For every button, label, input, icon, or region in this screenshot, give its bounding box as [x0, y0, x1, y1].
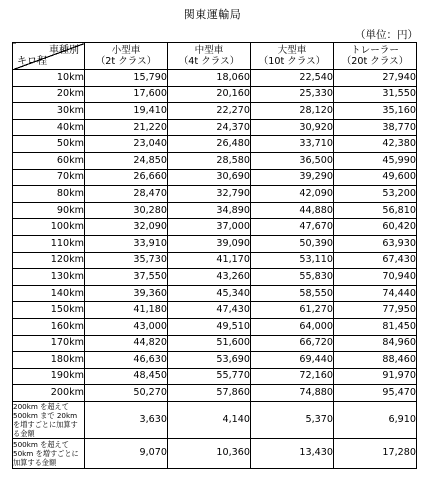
- fare-cell: 53,690: [168, 352, 251, 369]
- fare-cell: 48,450: [85, 368, 168, 385]
- fare-cell: 61,270: [251, 302, 334, 319]
- fare-cell: 47,430: [168, 302, 251, 319]
- surcharge-cell: 6,910: [334, 401, 417, 438]
- surcharge-label: 200km を超えて 500km まで 20km を増すごとに加算する金額: [13, 401, 85, 438]
- fare-cell: 31,550: [334, 86, 417, 103]
- distance-label: キロ程: [17, 56, 47, 67]
- surcharge-cell: 3,630: [85, 401, 168, 438]
- fare-cell: 30,920: [251, 119, 334, 136]
- table-row: [13, 352, 417, 369]
- fare-cell: 27,940: [334, 70, 417, 87]
- surcharge-cell: 17,280: [334, 438, 417, 468]
- distance-cell: 200km: [13, 385, 85, 402]
- fare-cell: 36,500: [251, 152, 334, 169]
- surcharge-cell: 13,430: [251, 438, 334, 468]
- fare-cell: 28,120: [251, 103, 334, 120]
- distance-cell: 110km: [13, 235, 85, 252]
- fare-cell: 26,660: [85, 169, 168, 186]
- corner-cell: [13, 43, 85, 70]
- distance-cell: 180km: [13, 352, 85, 369]
- column-sub: （2t クラス）: [95, 56, 157, 67]
- column-name: 大型車: [277, 45, 307, 56]
- fare-cell: 28,470: [85, 186, 168, 203]
- table-row: [13, 252, 417, 269]
- fare-cell: 33,910: [85, 235, 168, 252]
- fare-cell: 32,790: [168, 186, 251, 203]
- fare-cell: 81,450: [334, 318, 417, 335]
- column-sub: （10t クラス）: [258, 56, 326, 67]
- distance-cell: 140km: [13, 285, 85, 302]
- distance-cell: 20km: [13, 86, 85, 103]
- fare-cell: 19,410: [85, 103, 168, 120]
- fare-cell: 74,440: [334, 285, 417, 302]
- fare-cell: 50,270: [85, 385, 168, 402]
- fare-cell: 23,040: [85, 136, 168, 153]
- fare-cell: 84,960: [334, 335, 417, 352]
- fare-cell: 45,340: [168, 285, 251, 302]
- fare-cell: 21,220: [85, 119, 168, 136]
- fare-cell: 70,940: [334, 269, 417, 286]
- fare-cell: 35,160: [334, 103, 417, 120]
- fare-cell: 39,290: [251, 169, 334, 186]
- fare-cell: 49,510: [168, 318, 251, 335]
- fare-cell: 47,670: [251, 219, 334, 236]
- fare-cell: 57,860: [168, 385, 251, 402]
- fare-table: [12, 42, 417, 469]
- fare-cell: 20,160: [168, 86, 251, 103]
- column-name: 小型車: [111, 45, 141, 56]
- distance-cell: 50km: [13, 136, 85, 153]
- distance-cell: 160km: [13, 318, 85, 335]
- column-header-trailer: [334, 43, 417, 70]
- fare-cell: 44,880: [251, 202, 334, 219]
- fare-cell: 25,330: [251, 86, 334, 103]
- table-row: [13, 269, 417, 286]
- fare-cell: 64,000: [251, 318, 334, 335]
- distance-cell: 60km: [13, 152, 85, 169]
- fare-cell: 91,970: [334, 368, 417, 385]
- fare-cell: 51,600: [168, 335, 251, 352]
- column-sub: （4t クラス）: [178, 56, 240, 67]
- table-row: [13, 368, 417, 385]
- column-name: トレーラー: [351, 45, 399, 56]
- fare-cell: 32,090: [85, 219, 168, 236]
- table-row: [13, 70, 417, 87]
- fare-cell: 24,850: [85, 152, 168, 169]
- fare-cell: 77,950: [334, 302, 417, 319]
- fare-cell: 39,360: [85, 285, 168, 302]
- table-row: [13, 335, 417, 352]
- fare-cell: 95,470: [334, 385, 417, 402]
- column-header-medium: [168, 43, 251, 70]
- fare-cell: 35,730: [85, 252, 168, 269]
- fare-cell: 55,830: [251, 269, 334, 286]
- distance-cell: 30km: [13, 103, 85, 120]
- column-name: 中型車: [194, 45, 224, 56]
- fare-cell: 26,480: [168, 136, 251, 153]
- column-header-small: [85, 43, 168, 70]
- fare-cell: 37,000: [168, 219, 251, 236]
- surcharge-row: [13, 401, 417, 438]
- table-row: [13, 302, 417, 319]
- table-row: [13, 136, 417, 153]
- table-row: [13, 86, 417, 103]
- surcharge-label: 500km を超えて 50km を増すごとに加算する金額: [13, 438, 85, 468]
- table-row: [13, 103, 417, 120]
- column-header-large: [251, 43, 334, 70]
- table-row: [13, 152, 417, 169]
- distance-cell: 170km: [13, 335, 85, 352]
- fare-cell: 72,160: [251, 368, 334, 385]
- fare-cell: 22,270: [168, 103, 251, 120]
- fare-cell: 60,420: [334, 219, 417, 236]
- fare-cell: 22,540: [251, 70, 334, 87]
- surcharge-cell: 5,370: [251, 401, 334, 438]
- fare-cell: 37,550: [85, 269, 168, 286]
- table-row: [13, 285, 417, 302]
- distance-cell: 150km: [13, 302, 85, 319]
- fare-cell: 53,110: [251, 252, 334, 269]
- distance-cell: 10km: [13, 70, 85, 87]
- vehicle-type-label: 車種別: [49, 45, 79, 56]
- fare-cell: 55,770: [168, 368, 251, 385]
- table-row: [13, 235, 417, 252]
- table-row: [13, 318, 417, 335]
- fare-cell: 33,710: [251, 136, 334, 153]
- distance-cell: 80km: [13, 186, 85, 203]
- fare-cell: 30,280: [85, 202, 168, 219]
- surcharge-cell: 4,140: [168, 401, 251, 438]
- fare-cell: 18,060: [168, 70, 251, 87]
- fare-cell: 34,890: [168, 202, 251, 219]
- fare-cell: 88,460: [334, 352, 417, 369]
- fare-cell: 38,770: [334, 119, 417, 136]
- fare-cell: 69,440: [251, 352, 334, 369]
- column-sub: （20t クラス）: [341, 56, 409, 67]
- fare-cell: 45,990: [334, 152, 417, 169]
- fare-cell: 41,170: [168, 252, 251, 269]
- fare-cell: 15,790: [85, 70, 168, 87]
- table-row: [13, 169, 417, 186]
- surcharge-row: [13, 438, 417, 468]
- fare-cell: 67,430: [334, 252, 417, 269]
- fare-cell: 49,600: [334, 169, 417, 186]
- fare-cell: 39,090: [168, 235, 251, 252]
- table-row: [13, 186, 417, 203]
- table-row: [13, 119, 417, 136]
- fare-cell: 24,370: [168, 119, 251, 136]
- unit-label: （単位：円）: [355, 29, 418, 41]
- fare-cell: 43,000: [85, 318, 168, 335]
- distance-cell: 120km: [13, 252, 85, 269]
- fare-cell: 63,930: [334, 235, 417, 252]
- fare-cell: 66,720: [251, 335, 334, 352]
- table-row: [13, 202, 417, 219]
- fare-cell: 74,880: [251, 385, 334, 402]
- fare-cell: 30,690: [168, 169, 251, 186]
- fare-cell: 42,090: [251, 186, 334, 203]
- table-row: [13, 219, 417, 236]
- fare-cell: 53,200: [334, 186, 417, 203]
- fare-cell: 58,550: [251, 285, 334, 302]
- fare-table-body: [13, 70, 417, 469]
- table-row: [13, 385, 417, 402]
- distance-cell: 130km: [13, 269, 85, 286]
- page-title: 関東運輸局: [183, 8, 242, 21]
- fare-cell: 46,630: [85, 352, 168, 369]
- header-row: [13, 43, 417, 70]
- fare-cell: 42,380: [334, 136, 417, 153]
- distance-cell: 40km: [13, 119, 85, 136]
- fare-cell: 50,390: [251, 235, 334, 252]
- fare-cell: 56,810: [334, 202, 417, 219]
- fare-cell: 41,180: [85, 302, 168, 319]
- distance-cell: 190km: [13, 368, 85, 385]
- fare-cell: 44,820: [85, 335, 168, 352]
- distance-cell: 90km: [13, 202, 85, 219]
- distance-cell: 100km: [13, 219, 85, 236]
- fare-cell: 28,580: [168, 152, 251, 169]
- fare-cell: 17,600: [85, 86, 168, 103]
- distance-cell: 70km: [13, 169, 85, 186]
- surcharge-cell: 10,360: [168, 438, 251, 468]
- surcharge-cell: 9,070: [85, 438, 168, 468]
- fare-cell: 43,260: [168, 269, 251, 286]
